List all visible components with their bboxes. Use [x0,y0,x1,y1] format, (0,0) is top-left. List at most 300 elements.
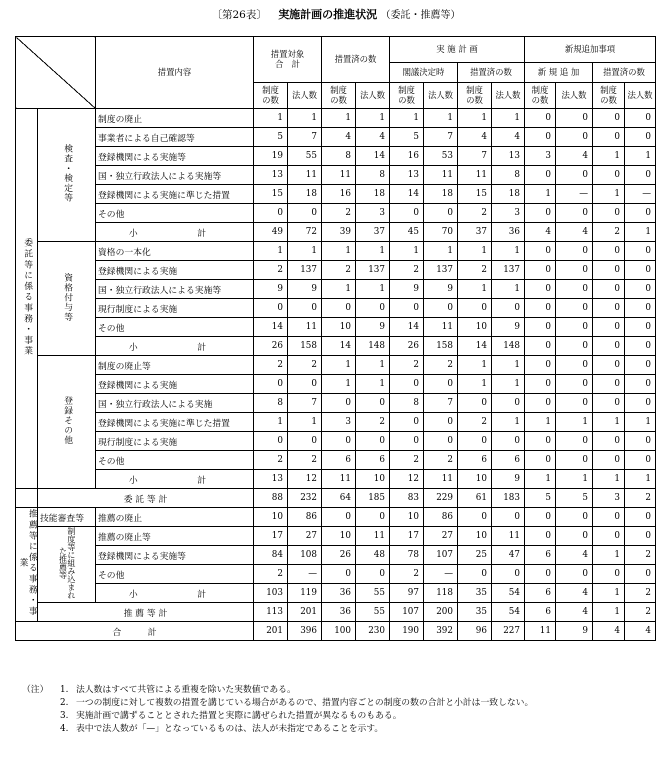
value-cell: 0 [593,242,625,261]
footnote-head: （注） [22,685,49,695]
value-cell: 17 [254,527,288,546]
value-cell: 0 [556,128,593,147]
value-cell: 9 [254,280,288,299]
value-cell: 1 [356,356,390,375]
value-cell: 2 [424,356,458,375]
value-cell: 1 [322,109,356,128]
value-cell: 0 [525,451,556,470]
category-shikaku-label: 資格付与等 [62,272,73,322]
value-cell: 103 [254,584,288,603]
header-corp-count: 法人数 [556,83,593,109]
value-cell: 0 [625,166,656,185]
value-cell: 2 [254,451,288,470]
measure-label: その他 [96,565,254,584]
value-cell: 10 [458,470,492,489]
grand-total-row [16,622,656,641]
subtotal-row [16,470,656,489]
value-cell: 1 [525,413,556,432]
value-cell: 0 [625,451,656,470]
value-cell: 0 [525,204,556,223]
category-gino: 技能審査等 [38,508,96,527]
value-cell: 11 [288,166,322,185]
table-title: 実施計画の推進状況 [278,8,378,21]
table-row [16,546,656,565]
value-cell: 0 [288,432,322,451]
value-cell: 201 [254,622,288,641]
header-done-count: 措置済の数 [322,37,390,83]
value-cell: 4 [556,584,593,603]
subtotal-row [16,584,656,603]
value-cell: 183 [492,489,525,508]
value-cell: 10 [458,318,492,337]
spacer-cell [16,489,38,508]
header-sys-count: 制度 の数 [322,83,356,109]
value-cell: 8 [492,166,525,185]
value-cell: 1 [593,603,625,622]
value-cell: 2 [322,204,356,223]
value-cell: 0 [593,128,625,147]
value-cell: 113 [254,603,288,622]
value-cell: 1 [625,147,656,166]
value-cell: 0 [556,356,593,375]
value-cell: 11 [288,318,322,337]
measure-label: その他 [96,451,254,470]
value-cell: 5 [390,128,424,147]
footnote-item: 2. 一つの制度に対して複数の措置を講じている場合があるので、措置内容ごとの制度の数の合計と小計は一致しない。 [60,698,534,708]
value-cell: 7 [288,128,322,147]
value-cell: 0 [625,242,656,261]
value-cell: 13 [492,147,525,166]
value-cell: 4 [556,603,593,622]
value-cell: 0 [593,508,625,527]
value-cell: 148 [356,337,390,356]
value-cell: 0 [458,432,492,451]
value-cell: 1 [593,546,625,565]
value-cell: 0 [492,432,525,451]
header-corp-count: 法人数 [424,83,458,109]
value-cell: 137 [424,261,458,280]
value-cell: 1 [356,375,390,394]
value-cell: 55 [288,147,322,166]
value-cell: 17 [390,527,424,546]
value-cell: 0 [593,318,625,337]
header-new-items: 新規追加事項 [525,37,656,63]
value-cell: 0 [556,280,593,299]
value-cell: 0 [625,109,656,128]
value-cell: 6 [458,451,492,470]
value-cell: 137 [356,261,390,280]
value-cell: 16 [390,147,424,166]
value-cell: 86 [424,508,458,527]
value-cell: — [288,565,322,584]
value-cell: 6 [525,584,556,603]
value-cell: 5 [254,128,288,147]
value-cell: 7 [424,128,458,147]
value-cell: 15 [254,185,288,204]
value-cell: 36 [322,584,356,603]
value-cell: 4 [322,128,356,147]
value-cell: 2 [390,261,424,280]
value-cell: 0 [492,299,525,318]
value-cell: 37 [458,223,492,242]
value-cell: 61 [458,489,492,508]
table-row [16,413,656,432]
value-cell: 54 [492,603,525,622]
value-cell: 4 [492,128,525,147]
subtotal-label: 小 計 [96,470,254,489]
measure-label: その他 [96,318,254,337]
value-cell: 0 [254,375,288,394]
value-cell: 11 [322,470,356,489]
category-kensa [38,109,96,242]
value-cell: 1 [288,413,322,432]
value-cell: 0 [556,299,593,318]
suisen-total-row [16,603,656,622]
value-cell: 9 [424,280,458,299]
value-cell: 0 [556,337,593,356]
value-cell: 0 [525,337,556,356]
value-cell: 8 [322,147,356,166]
value-cell: 35 [458,584,492,603]
category-touroku [38,356,96,489]
header-sys-count: 制度 の数 [390,83,424,109]
value-cell: 70 [424,223,458,242]
value-cell: 9 [288,280,322,299]
measure-label: 国・独立行政法人による実施等 [96,166,254,185]
value-cell: 1 [492,109,525,128]
group-itaku [16,109,38,489]
header-plan-done: 措置済の数 [458,63,525,83]
value-cell: 2 [593,223,625,242]
value-cell: 0 [593,527,625,546]
category-touroku-label: 登録その他 [62,396,73,445]
category-kensa-label: 検査・検定等 [62,144,73,203]
value-cell: 11 [424,166,458,185]
value-cell: 396 [288,622,322,641]
measure-label: その他 [96,204,254,223]
measure-label: 国・独立行政法人による実施等 [96,280,254,299]
table-row [16,242,656,261]
subtotal-row [16,223,656,242]
header-measure-content: 措置内容 [96,37,254,109]
value-cell: 0 [625,261,656,280]
group-suisen [16,508,38,622]
table-row [16,432,656,451]
value-cell: — [556,185,593,204]
value-cell: 0 [288,375,322,394]
value-cell: 1 [492,356,525,375]
value-cell: 5 [556,489,593,508]
table-row [16,451,656,470]
value-cell: 2 [322,261,356,280]
value-cell: 0 [625,128,656,147]
value-cell: 26 [322,546,356,565]
value-cell: 0 [556,109,593,128]
value-cell: 0 [424,204,458,223]
value-cell: 158 [288,337,322,356]
value-cell: 12 [390,470,424,489]
value-cell: 9 [356,318,390,337]
value-cell: 0 [625,204,656,223]
value-cell: — [625,185,656,204]
measure-label: 登録機関による実施に準じた措置 [96,185,254,204]
footnote-item: 3. 実施計画で講ずることとされた措置と実際に講ぜられた措置が異なるものもある。 [60,711,402,721]
value-cell: 14 [390,318,424,337]
value-cell: 0 [356,394,390,413]
value-cell: 0 [556,375,593,394]
table-row [16,204,656,223]
header-sys-count: 制度 の数 [593,83,625,109]
value-cell: 83 [390,489,424,508]
value-cell: 53 [424,147,458,166]
grand-total-label: 合 計 [16,622,254,641]
measure-label: 登録機関による実施等 [96,147,254,166]
value-cell: 0 [556,242,593,261]
header-corner-diagonal [16,37,96,109]
value-cell: 229 [424,489,458,508]
table-row [16,356,656,375]
table-row [16,527,656,546]
value-cell: 14 [356,147,390,166]
value-cell: 1 [492,280,525,299]
value-cell: 48 [356,546,390,565]
value-cell: 4 [525,223,556,242]
value-cell: 0 [556,432,593,451]
measure-label: 登録機関による実施 [96,375,254,394]
value-cell: 1 [356,280,390,299]
value-cell: 0 [556,527,593,546]
value-cell: 10 [458,527,492,546]
value-cell: 0 [593,432,625,451]
value-cell: 0 [556,261,593,280]
value-cell: 10 [254,508,288,527]
value-cell: 16 [322,185,356,204]
value-cell: 15 [458,185,492,204]
value-cell: 0 [593,337,625,356]
value-cell: 0 [254,432,288,451]
value-cell: 2 [625,489,656,508]
measure-label: 登録機関による実施等 [96,546,254,565]
measure-label: 推薦の廃止 [96,508,254,527]
value-cell: 0 [525,508,556,527]
value-cell: 0 [593,565,625,584]
value-cell: 12 [288,470,322,489]
value-cell: 18 [356,185,390,204]
measure-label: 現行制度による実施 [96,432,254,451]
value-cell: 0 [593,375,625,394]
value-cell: 3 [492,204,525,223]
subtotal-row [16,337,656,356]
value-cell: 0 [625,280,656,299]
measure-label: 登録機関による実施に準じた措置 [96,413,254,432]
footnote-item: 4. 表中で法人数が「—」となっているものは、法人が未指定であることを示す。 [60,724,384,734]
value-cell: 2 [424,451,458,470]
value-cell: 107 [424,546,458,565]
value-cell: 1 [424,242,458,261]
value-cell: 0 [288,204,322,223]
value-cell: 1 [458,356,492,375]
value-cell: 0 [390,413,424,432]
value-cell: 0 [458,394,492,413]
value-cell: 0 [525,299,556,318]
value-cell: 232 [288,489,322,508]
status-table [15,36,656,641]
table-row [16,261,656,280]
value-cell: 1 [356,109,390,128]
category-shikaku [38,242,96,356]
value-cell: 137 [288,261,322,280]
value-cell: 10 [322,527,356,546]
value-cell: 0 [525,128,556,147]
value-cell: 7 [424,394,458,413]
value-cell: 54 [492,584,525,603]
value-cell: 0 [390,432,424,451]
itaku-total-label: 委 託 等 計 [38,489,254,508]
value-cell: 0 [424,375,458,394]
value-cell: 158 [424,337,458,356]
table-row [16,565,656,584]
value-cell: 108 [288,546,322,565]
value-cell: 7 [458,147,492,166]
header-new-done: 措置済の数 [593,63,656,83]
value-cell: 8 [390,394,424,413]
table-row [16,394,656,413]
value-cell: 64 [322,489,356,508]
value-cell: 11 [458,166,492,185]
value-cell: 3 [356,204,390,223]
value-cell: 25 [458,546,492,565]
value-cell: 86 [288,508,322,527]
value-cell: 14 [390,185,424,204]
value-cell: 0 [593,261,625,280]
value-cell: 0 [525,375,556,394]
value-cell: 0 [625,432,656,451]
value-cell: 0 [593,109,625,128]
value-cell: 0 [556,451,593,470]
value-cell: 2 [390,356,424,375]
value-cell: 0 [525,318,556,337]
value-cell: 230 [356,622,390,641]
table-row [16,147,656,166]
value-cell: 0 [525,527,556,546]
value-cell: 0 [625,318,656,337]
value-cell: 107 [390,603,424,622]
table-row [16,280,656,299]
value-cell: 13 [390,166,424,185]
value-cell: 4 [625,622,656,641]
value-cell: 26 [390,337,424,356]
value-cell: 6 [356,451,390,470]
value-cell: 0 [625,527,656,546]
value-cell: 0 [492,565,525,584]
value-cell: 1 [254,413,288,432]
value-cell: 47 [492,546,525,565]
value-cell: 0 [625,508,656,527]
value-cell: 9 [556,622,593,641]
value-cell: 2 [254,565,288,584]
value-cell: 11 [356,527,390,546]
value-cell: 4 [356,128,390,147]
value-cell: 0 [525,394,556,413]
value-cell: 7 [288,394,322,413]
value-cell: 1 [458,280,492,299]
value-cell: 119 [288,584,322,603]
value-cell: 8 [356,166,390,185]
value-cell: 0 [625,337,656,356]
value-cell: 1 [625,223,656,242]
value-cell: 4 [458,128,492,147]
value-cell: 0 [492,394,525,413]
suisen-total-label: 推 薦 等 計 [38,603,254,622]
value-cell: 2 [458,261,492,280]
value-cell: 2 [458,204,492,223]
group-itaku-label: 委託等に係る事務・事業 [22,237,33,357]
value-cell: 1 [625,470,656,489]
measure-label: 事業者による自己確認等 [96,128,254,147]
value-cell: 0 [525,280,556,299]
value-cell: 1 [458,242,492,261]
table-row [16,128,656,147]
value-cell: 18 [492,185,525,204]
header-corp-count: 法人数 [356,83,390,109]
value-cell: 2 [288,451,322,470]
value-cell: 0 [625,356,656,375]
subtotal-label: 小 計 [96,223,254,242]
value-cell: 4 [556,147,593,166]
value-cell: 0 [593,280,625,299]
value-cell: 0 [458,508,492,527]
document-title [0,6,672,22]
value-cell: 1 [556,470,593,489]
header-new-add: 新 規 追 加 [525,63,593,83]
value-cell: 35 [458,603,492,622]
value-cell: 1 [492,375,525,394]
value-cell: 39 [322,223,356,242]
value-cell: 0 [356,299,390,318]
value-cell: 0 [556,166,593,185]
value-cell: 0 [322,299,356,318]
value-cell: 1 [492,413,525,432]
value-cell: 0 [525,109,556,128]
value-cell: 19 [254,147,288,166]
value-cell: 1 [556,413,593,432]
value-cell: 55 [356,584,390,603]
value-cell: 10 [322,318,356,337]
header-plan: 実 施 計 画 [390,37,525,63]
value-cell: 0 [593,204,625,223]
subtotal-label: 小 計 [96,337,254,356]
value-cell: 190 [390,622,424,641]
value-cell: 1 [424,109,458,128]
value-cell: 13 [254,166,288,185]
value-cell: 4 [556,223,593,242]
value-cell: 6 [492,451,525,470]
measure-label: 制度の廃止等 [96,356,254,375]
value-cell: 11 [424,470,458,489]
value-cell: 27 [288,527,322,546]
value-cell: 1 [458,375,492,394]
value-cell: 36 [322,603,356,622]
value-cell: 1 [322,242,356,261]
value-cell: 2 [625,546,656,565]
value-cell: 96 [458,622,492,641]
value-cell: 14 [254,318,288,337]
measure-label: 国・独立行政法人による実施 [96,394,254,413]
value-cell: 8 [254,394,288,413]
value-cell: 0 [593,166,625,185]
value-cell: 0 [593,394,625,413]
value-cell: 137 [492,261,525,280]
